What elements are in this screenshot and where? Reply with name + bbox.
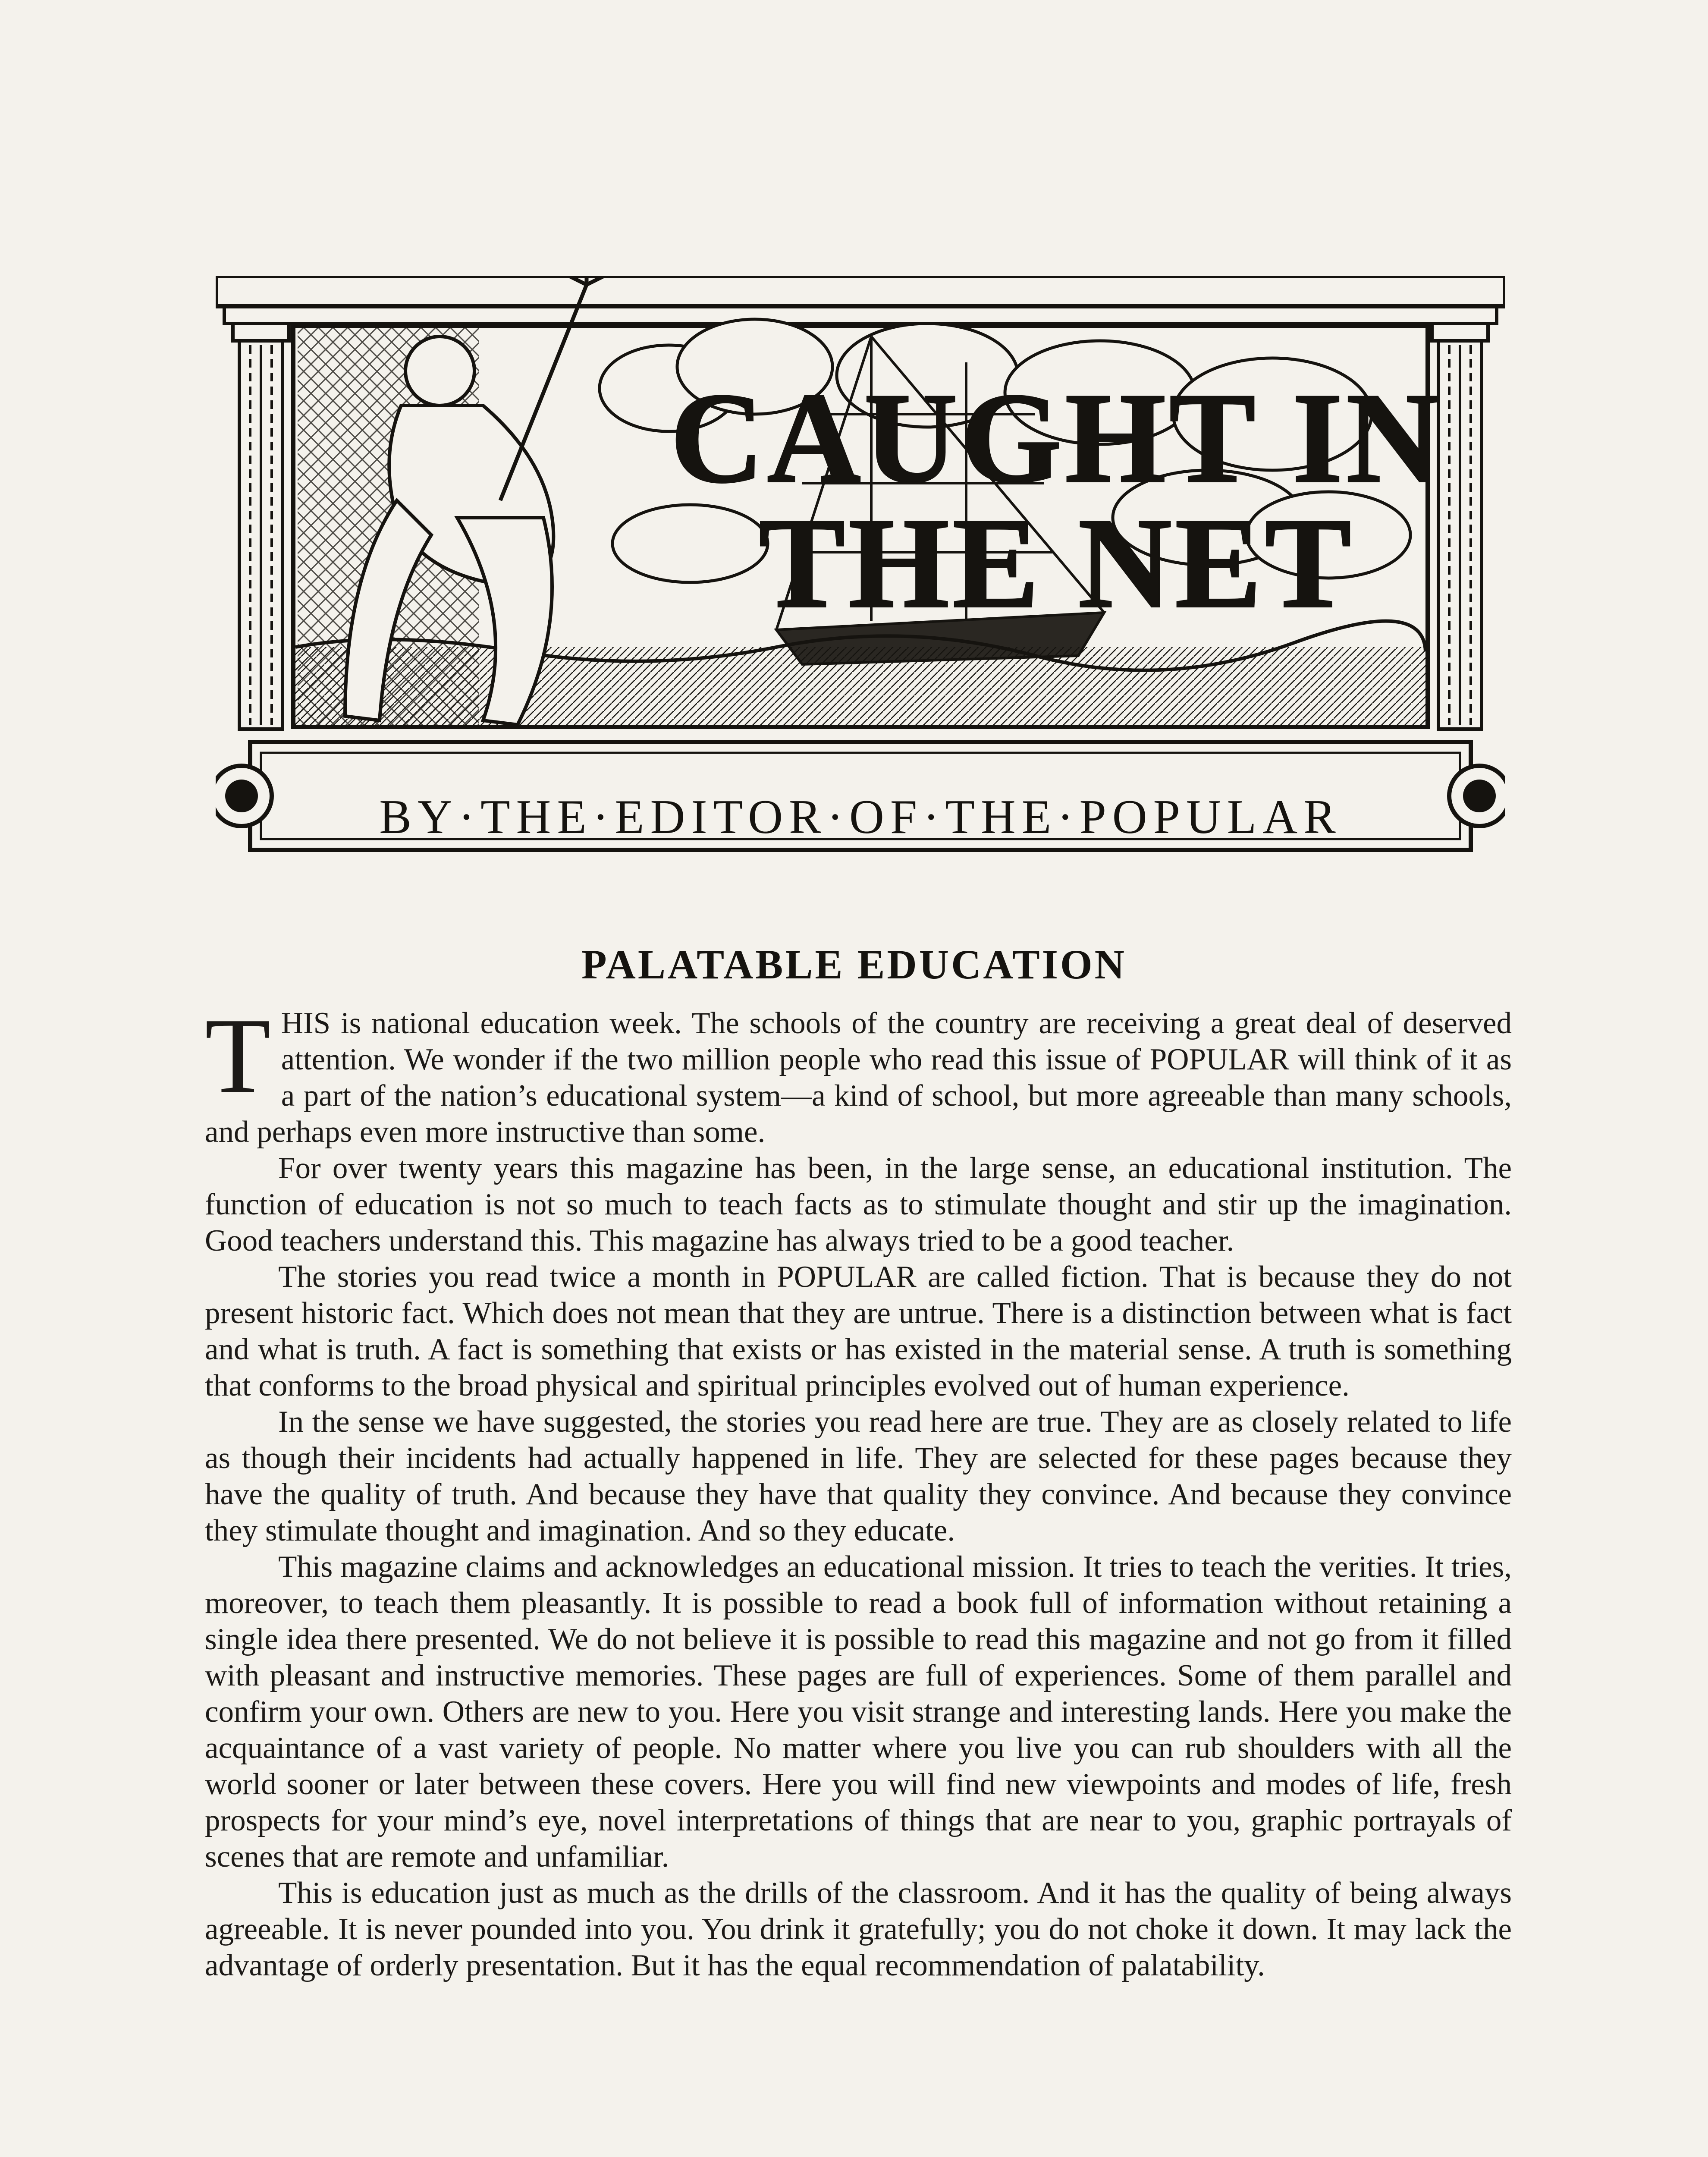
banner-title-line-2: THE NET <box>759 491 1355 635</box>
article-body <box>205 996 1512 1984</box>
banner-title-line-1: CAUGHT IN <box>670 366 1443 509</box>
drop-cap: T <box>205 996 271 1116</box>
banner-title <box>595 366 1518 635</box>
paragraph-5: This magazine claims and acknowledges an educational mission. It tries to teach the verities. It tries, moreover, to teach them pleasantly. It is possible to read a book full of information without retaining a single idea there presented. We do not believe it is possible to read this magazine and not go from it filled with pleasant and instructive memories. These pages are full of experiences. Some of them parallel and confirm your own. Others are new to you. Here you visit strange and interesting lands. Here you make the acquaintance of a vast variety of people. No matter where you live you can rub shoulders with all the world sooner or later between these covers. Here you will find new viewpoints and modes of life, fresh prospects for your mind’s eye, novel interpretations of things that are near to you, graphic portrayals of scenes that are remote and unfamiliar. <box>205 1550 1512 1874</box>
paragraph-3: The stories you read twice a month in POPULAR are called fiction. That is because they do not present historic fact. Which does not mean that they are untrue. There is a distinction between what is fact and what is truth. A fact is something that exists or has existed in the material sense. A truth is something that conforms to the broad physical and spiritual principles evolved out of human experience. <box>205 1260 1512 1402</box>
paragraph-1-text: HIS is national education week. The schools of the country are receiving a great deal of deserved attention. We wonder if the two million people who read this issue of POPULAR will think of it as a part of the nation’s educational system—a kind of school, but more agreeable than many schools, and perhaps even more instructive than some. <box>205 1006 1512 1149</box>
paragraph-2: For over twenty years this magazine has been, in the large sense, an educational institution. The function of education is not so much to teach facts as to stimulate thought and stir up the imagination. Good teachers understand this. This magazine has always tried to be a good teacher. <box>205 1151 1512 1258</box>
left-column <box>233 324 289 729</box>
article-title: PALATABLE EDUCATION <box>581 941 1127 987</box>
lintel <box>216 276 1505 306</box>
paragraph-4: In the sense we have suggested, the stories you read here are true. They are as closely related to life as though their incidents had actually happened in life. They are selected for these pages because they have the quality of truth. And because they have that quality they convince. And because they convince they stimulate thought and imagination. And so they educate. <box>205 1405 1512 1547</box>
paragraph-6: This is education just as much as the drills of the classroom. And it has the quality of being always agreeable. It is never pounded into you. You drink it gratefully; you do not choke it down. It may lack the advantage of orderly presentation. But it has the equal recommendation of palatability. <box>205 1876 1512 1982</box>
paragraph-1 <box>205 996 1512 1150</box>
banner-byline: BY·THE·EDITOR·OF·THE·POPULAR <box>379 790 1342 844</box>
header-banner <box>216 276 1505 867</box>
